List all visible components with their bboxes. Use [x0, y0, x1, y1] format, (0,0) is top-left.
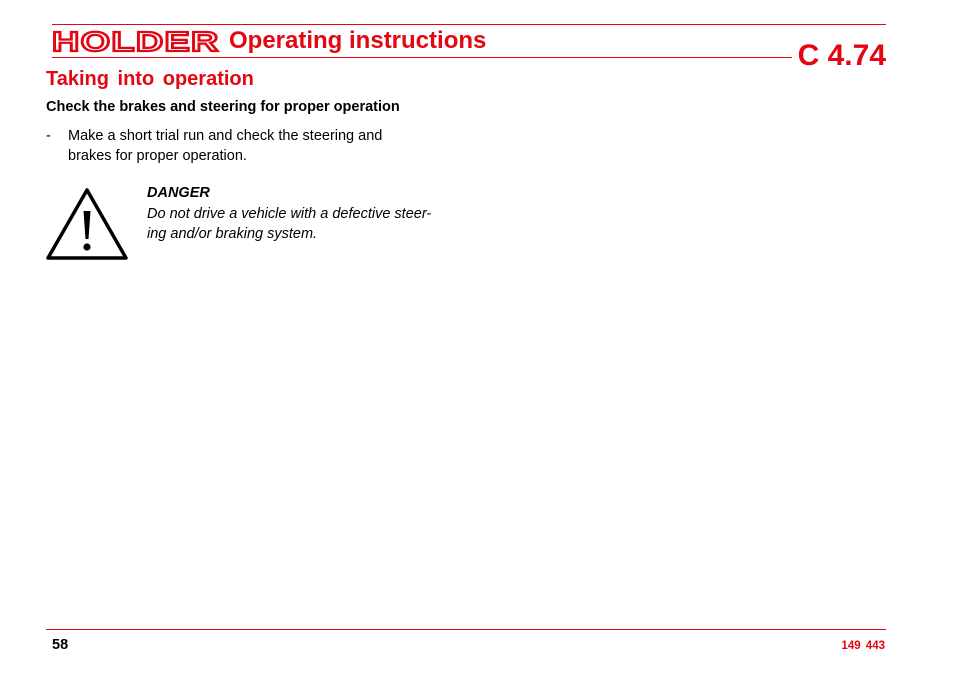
header-bottom-rule: [52, 57, 792, 58]
danger-text-line: ing and/or braking system.: [147, 226, 318, 242]
section-title: Taking into operation: [46, 68, 254, 90]
warning-triangle-icon: [45, 186, 129, 262]
page-number: 58: [52, 637, 69, 653]
list-item: [46, 126, 426, 166]
danger-text-line: Do not drive a vehicle with a defective steer-: [147, 206, 432, 222]
footer-rule: [46, 629, 886, 630]
holder-logo: HOLDER: [52, 26, 220, 57]
document-title: Operating instructions: [229, 27, 487, 54]
list-marker: -: [46, 128, 51, 144]
document-number: 149 443: [841, 640, 885, 652]
section-code: C 4.74: [797, 39, 886, 72]
subheading: Check the brakes and steering for proper operation: [46, 99, 400, 115]
list-item-line: brakes for proper operation.: [68, 148, 247, 164]
header-top-rule: [52, 24, 886, 25]
list-item-line: Make a short trial run and check the steering and: [68, 128, 383, 144]
danger-text: [147, 204, 467, 244]
danger-label: DANGER: [147, 185, 210, 201]
